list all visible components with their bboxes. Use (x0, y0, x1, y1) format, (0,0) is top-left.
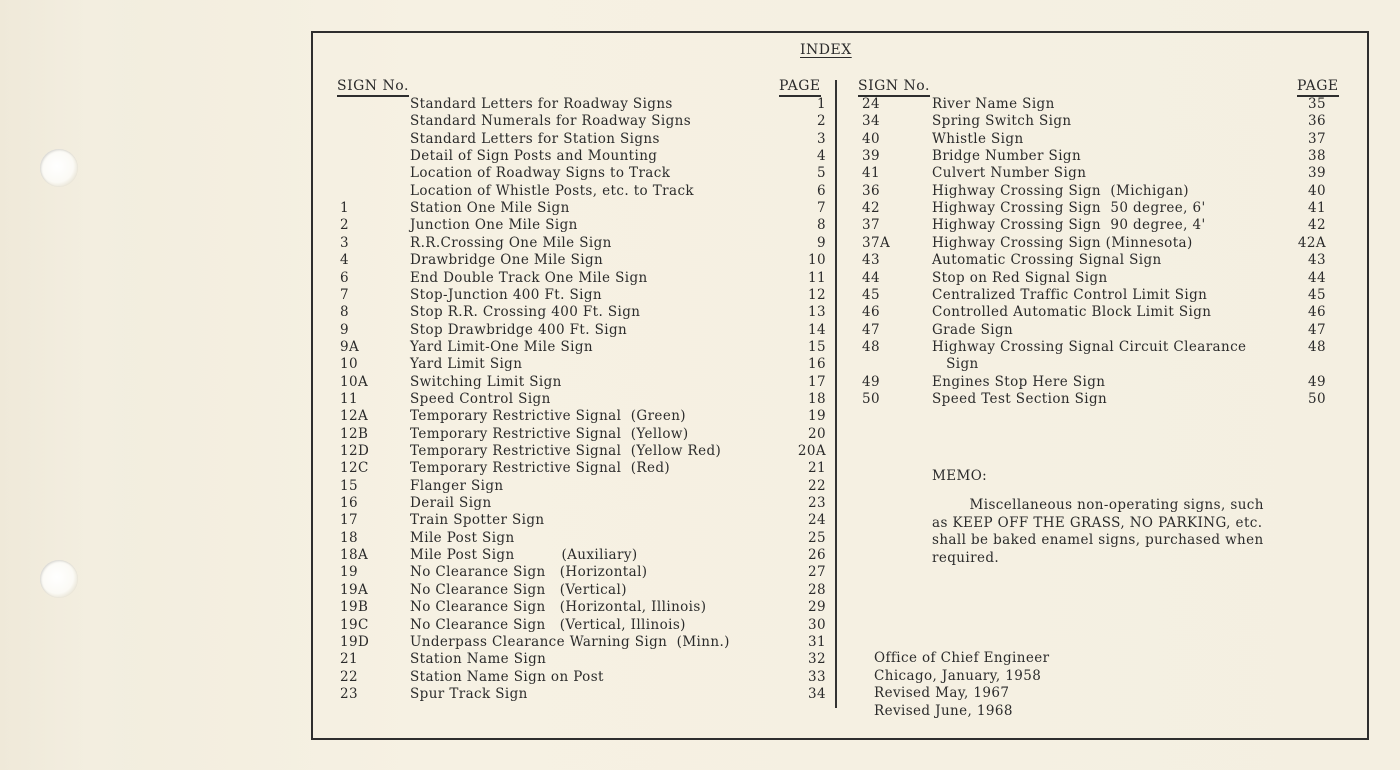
page-number: 23 (808, 495, 826, 512)
page-number: 17 (808, 373, 826, 390)
index-row (340, 131, 826, 148)
index-row (340, 651, 826, 668)
page-number: 42A (1297, 234, 1326, 251)
page-number: 40 (1308, 182, 1326, 199)
right-page-header: PAGE (1297, 78, 1339, 97)
sign-title: Highway Crossing Sign 50 degree, 6' (932, 200, 1206, 217)
page-number: 7 (817, 200, 826, 217)
page-number: 32 (808, 651, 826, 668)
sign-number: 47 (862, 321, 880, 338)
punch-hole-top (40, 149, 78, 187)
sign-number: 12D (340, 443, 370, 459)
sign-number: 24 (862, 96, 880, 112)
index-row (862, 270, 1326, 287)
page-number: 13 (808, 304, 826, 321)
sign-title: Temporary Restrictive Signal (Red) (410, 460, 671, 477)
page-number: 10 (808, 252, 826, 269)
sign-number: 17 (340, 512, 358, 529)
office-line: Revised June, 1968 (874, 702, 1013, 719)
page-number: 28 (808, 581, 826, 598)
sign-number: 45 (862, 286, 880, 303)
index-row (340, 426, 826, 443)
memo-body (932, 497, 1312, 567)
sign-title: Standard Numerals for Roadway Signs (410, 113, 692, 130)
index-row (340, 460, 826, 477)
sign-number: 7 (340, 286, 349, 303)
sign-title: Centralized Traffic Control Limit Sign (932, 286, 1208, 303)
index-row (340, 356, 826, 373)
page-number: 50 (1308, 390, 1326, 407)
page-number: 24 (808, 512, 826, 529)
sign-number: 46 (862, 304, 880, 321)
sign-title: Switching Limit Sign (410, 373, 562, 390)
page-number: 4 (817, 148, 826, 165)
sign-title: Stop-Junction 400 Ft. Sign (410, 286, 602, 303)
sign-title: Highway Crossing Sign 90 degree, 4' (932, 217, 1206, 234)
index-row (340, 478, 826, 495)
page-number: 25 (808, 529, 826, 546)
sign-title: No Clearance Sign (Horizontal, Illinois) (410, 599, 707, 616)
sign-number: 44 (862, 269, 880, 286)
sign-number: 39 (862, 148, 880, 165)
sign-title: Stop on Red Signal Sign (932, 269, 1108, 286)
sign-number: 50 (862, 390, 880, 407)
sign-number: 48 (862, 338, 880, 355)
sign-title: No Clearance Sign (Vertical) (410, 581, 627, 598)
office-line: Revised May, 1967 (874, 685, 1010, 701)
index-row (340, 582, 826, 599)
page-number: 33 (808, 668, 826, 685)
page-number: 2 (817, 113, 826, 130)
sign-number: 3 (340, 234, 349, 251)
sign-title: Train Spotter Sign (410, 512, 545, 529)
sign-number: 34 (862, 113, 880, 130)
sign-number: 9A (340, 338, 360, 355)
index-row (862, 165, 1326, 182)
index-row (862, 96, 1326, 113)
page-number: 36 (1308, 113, 1326, 130)
page-number: 5 (817, 165, 826, 182)
index-row (340, 113, 826, 130)
sign-number: 36 (862, 182, 880, 199)
index-row (340, 339, 826, 356)
index-row (862, 113, 1326, 130)
sign-title: Mile Post Sign (410, 529, 515, 546)
sign-number: 19D (340, 633, 370, 650)
page-number: 20A (797, 443, 826, 459)
sign-title: End Double Track One Mile Sign (410, 269, 648, 286)
sign-number: 1 (340, 200, 349, 217)
page-number: 35 (1308, 96, 1326, 112)
sign-title: River Name Sign (932, 96, 1055, 112)
sign-title: Station Name Sign (410, 651, 547, 668)
office-line: Chicago, January, 1958 (874, 667, 1042, 684)
sign-title: Culvert Number Sign (932, 165, 1087, 182)
office-line: Office of Chief Engineer (874, 650, 1050, 666)
sign-title: Automatic Crossing Signal Sign (932, 252, 1162, 269)
index-row (340, 599, 826, 616)
index-row (862, 322, 1326, 339)
sign-number: 19 (340, 564, 358, 581)
page-number: 1 (817, 96, 826, 112)
sign-number: 43 (862, 252, 880, 269)
page-number: 15 (808, 338, 826, 355)
sign-title: Bridge Number Sign (932, 148, 1082, 165)
page-number: 18 (808, 390, 826, 407)
sign-title: Location of Whistle Posts, etc. to Track (410, 182, 694, 199)
index-row (340, 200, 826, 217)
sign-title: Station One Mile Sign (410, 200, 570, 217)
sign-title: Whistle Sign (932, 130, 1024, 147)
index-row (340, 235, 826, 252)
index-row (340, 148, 826, 165)
left-page-header: PAGE (779, 78, 821, 97)
sign-title: Standard Letters for Roadway Signs (410, 96, 673, 112)
index-row (340, 443, 826, 460)
page-number: 44 (1308, 269, 1326, 286)
sign-number: 15 (340, 477, 358, 494)
page-number: 41 (1308, 200, 1326, 217)
sign-title: Spring Switch Sign (932, 113, 1072, 130)
sign-title: Engines Stop Here Sign (932, 373, 1106, 390)
sign-number: 49 (862, 373, 880, 390)
page-number: 43 (1308, 252, 1326, 269)
sign-title: Highway Crossing Sign (Michigan) (932, 182, 1189, 199)
sign-number: 19C (340, 616, 369, 633)
sign-title: Mile Post Sign (Auxiliary) (410, 547, 638, 564)
sign-title: Sign (932, 356, 979, 373)
sign-number: 6 (340, 269, 349, 286)
sign-number: 22 (340, 668, 358, 685)
page-number: 6 (817, 182, 826, 199)
sign-number: 9 (340, 321, 349, 338)
page-number: 29 (808, 599, 826, 616)
index-row (862, 339, 1326, 356)
index-row (862, 252, 1326, 269)
page-number: 9 (817, 234, 826, 251)
index-row (340, 547, 826, 564)
sign-title: Station Name Sign on Post (410, 668, 604, 685)
column-divider (835, 80, 837, 708)
sign-number: 37A (862, 234, 891, 251)
sign-title: Speed Control Sign (410, 390, 551, 407)
sign-number: 41 (862, 165, 880, 182)
index-row (862, 131, 1326, 148)
page-number: 20 (808, 425, 826, 442)
sign-title: Highway Crossing Signal Circuit Clearance (932, 338, 1247, 355)
index-row (340, 287, 826, 304)
page-number: 48 (1308, 338, 1326, 355)
sign-title: Underpass Clearance Warning Sign (Minn.) (410, 633, 730, 650)
index-row (340, 374, 826, 391)
sign-title: Speed Test Section Sign (932, 390, 1108, 407)
sign-title: Yard Limit Sign (410, 356, 523, 373)
index-row (862, 148, 1326, 165)
index-row (340, 322, 826, 339)
page-number: 19 (808, 408, 826, 425)
sign-number: 16 (340, 495, 358, 512)
index-row (340, 512, 826, 529)
sign-title: Flanger Sign (410, 477, 504, 494)
page-number: 12 (808, 286, 826, 303)
left-sign-header: SIGN No. (337, 78, 409, 97)
sign-number: 18 (340, 529, 358, 546)
index-row (340, 165, 826, 182)
sign-number: 21 (340, 651, 358, 668)
sign-title: Standard Letters for Station Signs (410, 130, 660, 147)
page-number: 39 (1308, 165, 1326, 182)
sign-number: 40 (862, 130, 880, 147)
sign-title: No Clearance Sign (Vertical, Illinois) (410, 616, 686, 633)
binding-edge (0, 0, 150, 770)
sign-number: 10 (340, 356, 358, 373)
sign-number: 11 (340, 390, 358, 407)
page-number: 22 (808, 477, 826, 494)
sign-number: 10A (340, 373, 369, 390)
sign-title: Spur Track Sign (410, 685, 528, 702)
sign-number: 23 (340, 685, 358, 702)
page-number: 34 (808, 685, 826, 702)
memo-line: Miscellaneous non-operating signs, such (932, 497, 1264, 513)
index-title: INDEX (800, 42, 852, 58)
index-row (862, 374, 1326, 391)
index-row (340, 495, 826, 512)
index-row (340, 252, 826, 269)
page-number: 45 (1308, 286, 1326, 303)
page-number: 11 (808, 269, 826, 286)
sign-title: No Clearance Sign (Horizontal) (410, 564, 648, 581)
index-row (340, 669, 826, 686)
memo-line: shall be baked enamel signs, purchased when (932, 532, 1264, 548)
sign-number: 19A (340, 581, 369, 598)
index-row (862, 356, 1326, 373)
sign-number: 2 (340, 217, 349, 234)
sign-title: Controlled Automatic Block Limit Sign (932, 304, 1212, 321)
index-row (340, 391, 826, 408)
sign-number: 18A (340, 547, 369, 564)
page-number: 27 (808, 564, 826, 581)
index-row (340, 634, 826, 651)
sign-number: 4 (340, 252, 349, 269)
page-number: 49 (1308, 373, 1326, 390)
memo-heading: MEMO: (932, 468, 988, 484)
index-row (340, 304, 826, 321)
index-row (862, 391, 1326, 408)
page-number: 46 (1308, 304, 1326, 321)
sign-number: 19B (340, 599, 369, 616)
sign-number: 37 (862, 217, 880, 234)
sign-title: Highway Crossing Sign (Minnesota) (932, 234, 1193, 251)
right-sign-header: SIGN No. (858, 78, 930, 97)
index-row (340, 183, 826, 200)
punch-hole-bottom (40, 560, 78, 598)
sign-title: Derail Sign (410, 495, 492, 512)
index-row (862, 287, 1326, 304)
page-number: 30 (808, 616, 826, 633)
page-number: 38 (1308, 148, 1326, 165)
index-row (340, 686, 826, 703)
page-number: 8 (817, 217, 826, 234)
sign-title: Stop Drawbridge 400 Ft. Sign (410, 321, 628, 338)
index-row (862, 200, 1326, 217)
sign-title: Temporary Restrictive Signal (Yellow) (410, 425, 689, 442)
index-row (340, 408, 826, 425)
sign-title: Junction One Mile Sign (410, 217, 578, 234)
office-block (874, 650, 1050, 720)
sign-title: R.R.Crossing One Mile Sign (410, 234, 612, 251)
index-row (340, 530, 826, 547)
sign-title: Drawbridge One Mile Sign (410, 252, 604, 269)
page-number: 21 (808, 460, 826, 477)
index-row (340, 617, 826, 634)
index-row (340, 96, 826, 113)
index-row (340, 564, 826, 581)
page-number: 42 (1308, 217, 1326, 234)
page-number: 16 (808, 356, 826, 373)
page-number: 47 (1308, 321, 1326, 338)
sign-number: 42 (862, 200, 880, 217)
index-row (862, 304, 1326, 321)
page-number: 31 (808, 633, 826, 650)
page-number: 14 (808, 321, 826, 338)
sign-number: 12B (340, 425, 369, 442)
index-row (862, 183, 1326, 200)
index-row (340, 270, 826, 287)
page-number: 26 (808, 547, 826, 564)
sign-title: Grade Sign (932, 321, 1014, 338)
index-row (862, 217, 1326, 234)
index-row (862, 235, 1326, 252)
index-row (340, 217, 826, 234)
sign-number: 8 (340, 304, 349, 321)
sign-number: 12C (340, 460, 369, 477)
memo-line: required. (932, 549, 1000, 566)
sign-title: Stop R.R. Crossing 400 Ft. Sign (410, 304, 641, 321)
sign-title: Yard Limit-One Mile Sign (410, 338, 593, 355)
page-number: 37 (1308, 130, 1326, 147)
page-number: 3 (817, 130, 826, 147)
sign-title: Location of Roadway Signs to Track (410, 165, 671, 182)
sign-title: Detail of Sign Posts and Mounting (410, 148, 658, 165)
sign-title: Temporary Restrictive Signal (Green) (410, 408, 686, 425)
memo-line: as KEEP OFF THE GRASS, NO PARKING, etc. (932, 514, 1263, 531)
sign-title: Temporary Restrictive Signal (Yellow Red) (410, 443, 722, 459)
sign-number: 12A (340, 408, 369, 425)
